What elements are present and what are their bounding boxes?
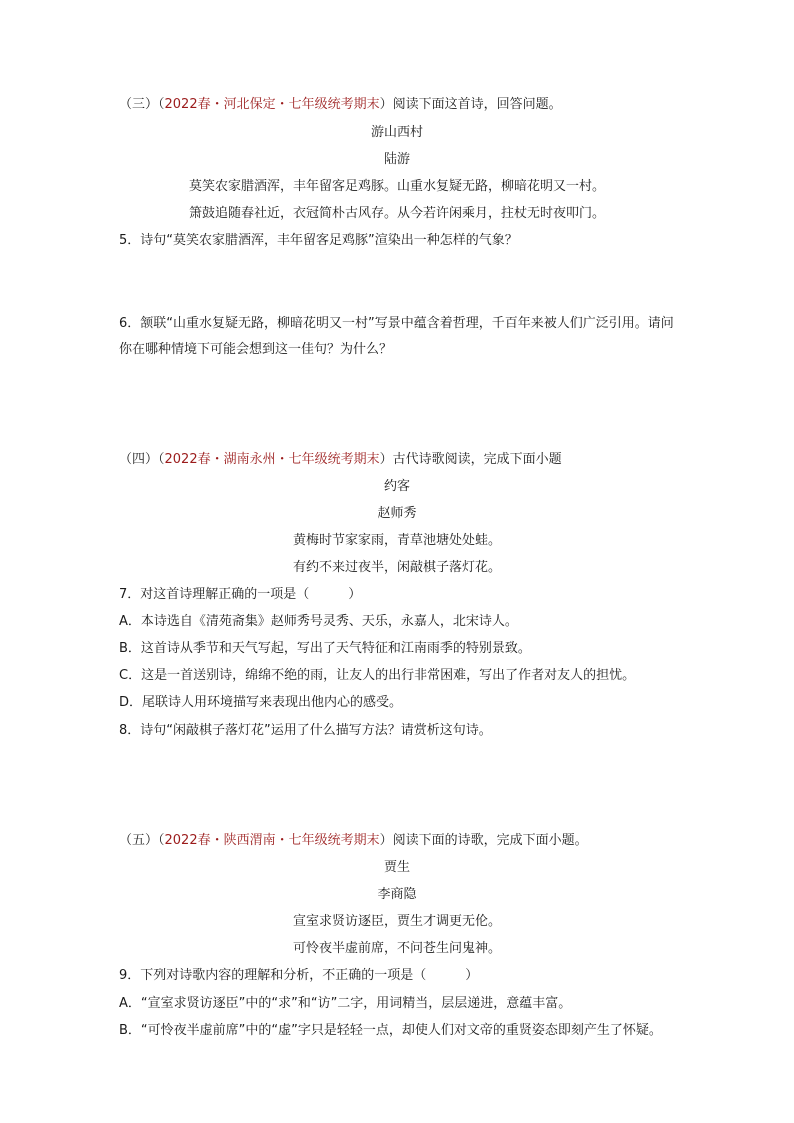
- poem-line: 有约不来过夜半，闲敲棋子落灯花。: [292, 560, 501, 575]
- poem-line: 箫鼓追随春社近，衣冠简朴古风存。从今若许闲乘月，拄杖无时夜叩门。: [188, 206, 605, 221]
- section-label-close: ）阅读下面的诗歌，完成下面小题。: [379, 833, 588, 848]
- poem-author: 赵师秀: [377, 506, 417, 521]
- poem-author: 陆游: [383, 152, 410, 167]
- section-label-close: ）古代诗歌阅读，完成下面小题: [379, 452, 562, 467]
- option-b: B．这首诗从季节和天气写起，写出了天气特征和江南雨季的特别景致。: [119, 641, 531, 656]
- question-8: 8．诗句“闲敲棋子落灯花”运用了什么描写方法？请赏析这句诗。: [119, 723, 492, 738]
- section-label-open: （五）（: [119, 833, 165, 848]
- question-9: 9．下列对诗歌内容的理解和分析，不正确的一项是（ ）: [119, 968, 479, 983]
- poem-title: 约客: [383, 479, 410, 494]
- option-b: B．“可怜夜半虚前席”中的“虚”字只是轻轻一点，却使人们对文帝的重贤姿态即刻产生了怀疑。: [119, 1023, 662, 1038]
- section-source: 2022春・湖南永州・七年级统考期末: [164, 452, 380, 467]
- poem-line: 宣室求贤访逐臣，贾生才调更无伦。: [292, 914, 501, 929]
- question-5: 5．诗句“莫笑农家腊酒浑，丰年留客足鸡豚”渲染出一种怎样的气象？: [119, 233, 518, 248]
- section-label-open: （三）（: [119, 97, 165, 112]
- question-7: 7．对这首诗理解正确的一项是（ ）: [119, 587, 362, 602]
- section-4-heading: [119, 451, 562, 469]
- poem-title: 游山西村: [370, 125, 423, 140]
- section-5-heading: [119, 832, 588, 850]
- poem-line: 莫笑农家腊酒浑，丰年留客足鸡豚。山重水复疑无路，柳暗花明又一村。: [188, 179, 605, 194]
- poem-line: 黄梅时节家家雨，青草池塘处处蛙。: [292, 533, 501, 548]
- section-source: 2022春・河北保定・七年级统考期末: [164, 97, 380, 112]
- option-d: D．尾联诗人用环境描写来表现出他内心的感受。: [119, 695, 403, 710]
- option-a: A．本诗选自《清苑斋集》赵师秀号灵秀、天乐，永嘉人，北宋诗人。: [119, 614, 518, 629]
- section-3-heading: [119, 96, 562, 114]
- option-a: A．“宣室求贤访逐臣”中的“求”和“访”二字，用词精当，层层递进，意蕴丰富。: [119, 996, 572, 1011]
- question-6: 6．颔联“山重水复疑无路，柳暗花明又一村”写景中蕴含着哲理，千百年来被人们广泛引用。请问: [119, 316, 674, 331]
- poem-author: 李商隐: [377, 887, 417, 902]
- section-source: 2022春・陕西渭南・七年级统考期末: [164, 833, 380, 848]
- section-label-close: ）阅读下面这首诗，回答问题。: [379, 97, 562, 112]
- section-label-open: （四）（: [119, 452, 165, 467]
- question-6-continued: 你在哪种情境下可能会想到这一佳句？为什么？: [119, 342, 393, 357]
- option-c: C．这是一首送别诗，绵绵不绝的雨，让友人的出行非常困难，写出了作者对友人的担忧。: [119, 668, 636, 683]
- poem-title: 贾生: [383, 860, 410, 875]
- poem-line: 可怜夜半虚前席，不问苍生问鬼神。: [292, 941, 501, 956]
